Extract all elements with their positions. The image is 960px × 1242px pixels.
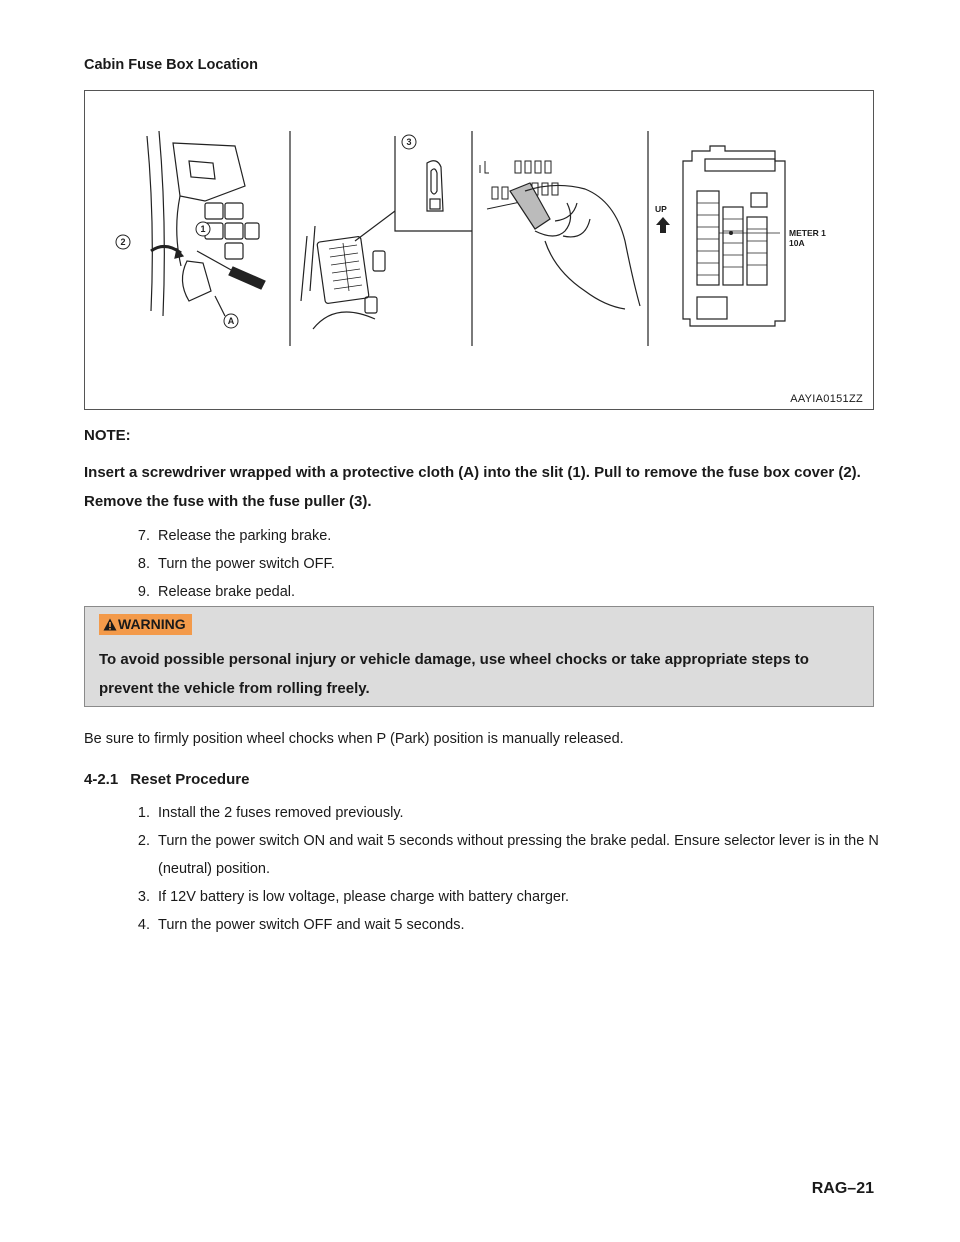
fuse-box-figure: [84, 90, 874, 410]
warning-box: [84, 606, 874, 707]
callout-3: 3: [406, 137, 412, 147]
fuse-box-illustration: [85, 91, 875, 411]
reset-procedure-heading: [84, 771, 249, 788]
warning-icon: [103, 618, 117, 631]
note-heading: NOTE:: [84, 427, 131, 444]
callout-2: 2: [120, 237, 126, 247]
wheel-chock-paragraph: Be sure to firmly position wheel chocks when P (Park) position is manually released.: [84, 731, 624, 747]
section-number: 4-2.1: [84, 771, 119, 788]
list-item: 2. Turn the power switch ON and wait 5 seconds without pressing the brake pedal. Ensure selector lever is in the N (neutral) position.: [137, 833, 879, 877]
list-item: 3. If 12V battery is low voltage, please charge with battery charger.: [137, 889, 570, 905]
page-number: RAG–21: [811, 1180, 874, 1197]
note-text: Insert a screwdriver wrapped with a protective cloth (A) into the slit (1). Pull to remove the fuse box cover (2). Remove the fuse with the fuse puller (3).: [84, 464, 861, 510]
section-heading: Cabin Fuse Box Location: [84, 57, 259, 73]
fuse-label: METER 1 10A: [789, 228, 826, 248]
list-item: 8. Turn the power switch OFF.: [137, 556, 335, 572]
reset-step-list: [120, 799, 880, 939]
step-list: [120, 522, 335, 606]
list-item: 7. Release the parking brake.: [137, 528, 332, 544]
up-label: UP: [655, 204, 667, 214]
callout-1: 1: [200, 224, 206, 234]
section-title: Reset Procedure: [130, 771, 250, 788]
list-item: 9. Release brake pedal.: [137, 584, 296, 600]
warning-text: To avoid possible personal injury or vehicle damage, use wheel chocks or take appropriate steps to prevent the vehicle from rolling freely.: [99, 651, 809, 697]
warning-badge: WARNING: [99, 614, 192, 635]
list-item: 1. Install the 2 fuses removed previously.: [137, 805, 404, 821]
callout-a: A: [227, 316, 235, 326]
figure-code: AAYIA0151ZZ: [790, 393, 863, 405]
list-item: 4. Turn the power switch OFF and wait 5 seconds.: [137, 917, 465, 933]
